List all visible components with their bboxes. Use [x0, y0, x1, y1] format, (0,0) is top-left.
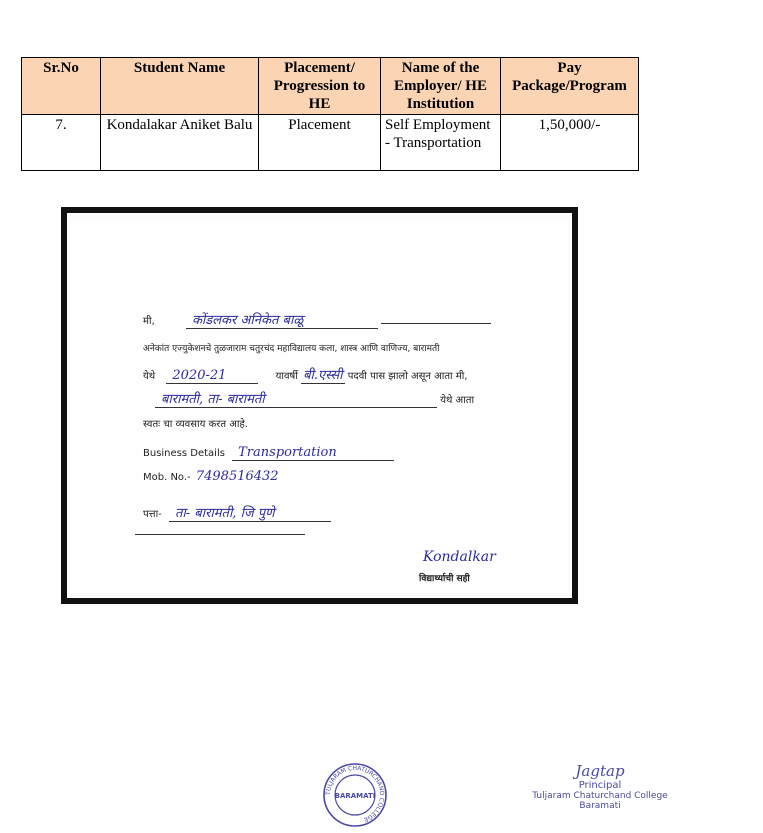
student-name-handwritten: कोंडलकर अनिकेत बाळू: [186, 310, 378, 329]
college-seal: [322, 762, 388, 828]
table-header-row: [22, 58, 639, 115]
year-handwritten: 2020-21: [166, 368, 258, 384]
cell-placement: Placement: [259, 115, 381, 171]
cell-pay: 1,50,000/-: [501, 115, 639, 171]
business-handwritten: Transportation: [232, 445, 394, 461]
degree-suffix: पदवी पास झालो असून आता मी,: [347, 371, 468, 382]
self-business-line: स्वतः चा व्यवसाय करत आहे.: [143, 419, 248, 430]
address-handwritten: ता- बारामती, जि पुणे: [169, 503, 331, 522]
year-line: [143, 365, 468, 384]
seal-outer-text: TULJARAM CHATURCHAND COLLEGE: [324, 764, 386, 824]
place-line: [155, 389, 474, 408]
principal-title: Principal: [578, 780, 622, 791]
address-underline: [135, 533, 305, 535]
mobile-label: Mob. No.-: [143, 472, 191, 483]
header-pay-package: Pay Package/Program: [501, 58, 639, 115]
student-signature: [423, 549, 496, 565]
degree-prefix: यावर्षी: [275, 371, 298, 382]
certificate-photo: [61, 207, 578, 604]
cell-student-name: Kondalakar Aniket Balu: [101, 115, 259, 171]
place-suffix: येथे आता: [440, 395, 475, 406]
business-label: Business Details: [143, 448, 225, 459]
business-line: [143, 445, 394, 461]
place-handwritten: बारामती, ता- बारामती: [155, 389, 437, 408]
header-student-name: Student Name: [101, 58, 259, 115]
header-employer: Name of the Employer/ HE Institution: [381, 58, 501, 115]
address-line: [143, 503, 331, 522]
name-underline: [381, 323, 491, 324]
certificate-photo-border: [67, 213, 572, 598]
address-label: पत्ता-: [143, 509, 162, 520]
certificate-paper: [71, 217, 568, 594]
seal-graphic: [322, 762, 388, 828]
placement-table: [21, 57, 639, 171]
seal-center-text: BARAMATI: [334, 792, 376, 800]
principal-city: Baramati: [579, 801, 621, 811]
college-line: अनेकांत एज्युकेशनचे तुळजाराम चतुरचंद महाविद्यालय कला, शास्त्र आणि वाणिज्य, बारामती: [143, 344, 440, 354]
principal-college: Tuljaram Chaturchand College: [532, 791, 668, 801]
mobile-handwritten: 7498516432: [195, 469, 279, 484]
student-signature-handwritten: Kondalkar: [423, 549, 496, 565]
year-label: येथे: [143, 371, 156, 382]
degree-handwritten: बी.एस्सी: [301, 365, 344, 384]
name-label: मी,: [143, 316, 155, 327]
cell-employer: Self Employment - Transportation: [381, 115, 501, 171]
mobile-line: [143, 469, 281, 484]
principal-signature: Jagtap: [575, 762, 625, 780]
header-placement: Placement/ Progression to HE: [259, 58, 381, 115]
header-sr-no: Sr.No: [22, 58, 101, 115]
name-line: [143, 310, 491, 329]
cell-sr-no: 7.: [22, 115, 101, 171]
table-row: [22, 115, 639, 171]
principal-block: [520, 762, 680, 811]
signature-label: विद्यार्थ्याची सही: [419, 574, 470, 584]
